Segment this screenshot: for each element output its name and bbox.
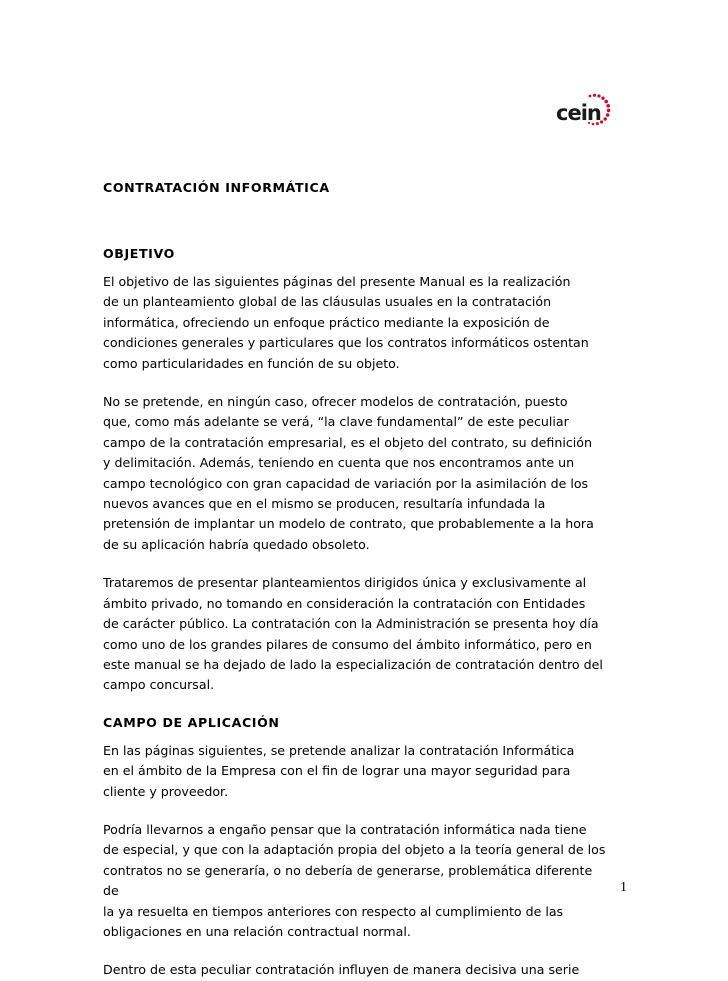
paragraph xyxy=(103,272,643,374)
text-line: de su aplicación habría quedado obsoleto. xyxy=(103,536,370,552)
document-body xyxy=(103,177,643,981)
text-line: El objetivo de las siguientes páginas del presente Manual es la realización xyxy=(103,274,571,289)
text-line: condiciones generales y particulares que los contratos informáticos ostentan xyxy=(103,335,589,351)
paragraph xyxy=(103,392,643,555)
text-line: informática, ofreciendo un enfoque práctico mediante la exposición de xyxy=(103,314,550,330)
text-line: En las páginas siguientes, se pretende analizar la contratación Informática xyxy=(103,742,575,758)
text-line: como particularidades en función de su objeto. xyxy=(103,355,400,371)
logo-text: cein xyxy=(556,101,601,125)
text-line: ámbito privado, no tomando en consideración la contratación con Entidades xyxy=(103,595,586,611)
text-line: en el ámbito de la Empresa con el fin de lograr una mayor seguridad para xyxy=(103,763,571,779)
text-line: de especial, y que con la adaptación propia del objeto a la teoría general de los xyxy=(103,842,606,858)
text-line: campo tecnológico con gran capacidad de variación por la asimilación de los xyxy=(103,475,589,491)
text-line: Dentro de esta peculiar contratación influyen de manera decisiva una serie xyxy=(103,962,580,978)
text-line: que, como más adelante se verá, “la clave fundamental” de este peculiar xyxy=(103,414,569,430)
cein-logo xyxy=(556,92,612,134)
section-heading-objetivo: OBJETIVO xyxy=(103,246,175,261)
text-line: la ya resuelta en tiempos anteriores con respecto al cumplimiento de las xyxy=(103,903,564,919)
paragraph xyxy=(103,741,643,802)
text-line: de carácter público. La contratación con la Administración se presenta hoy día xyxy=(103,616,599,632)
page-number: 1 xyxy=(620,880,627,895)
text-line: obligaciones en una relación contractual normal. xyxy=(103,923,411,939)
text-line: pretensión de implantar un modelo de contrato, que probablemente a la hora xyxy=(103,516,594,532)
paragraph xyxy=(103,960,643,980)
section-heading-campo-de-aplicacion: CAMPO DE APLICACIÓN xyxy=(103,714,280,730)
text-line: Podría llevarnos a engaño pensar que la contratación informática nada tiene xyxy=(103,821,587,837)
text-line: y delimitación. Además, teniendo en cuenta que nos encontramos ante un xyxy=(103,455,575,471)
text-line: este manual se ha dejado de lado la especialización de contratación dentro del xyxy=(103,656,603,672)
text-line: como uno de los grandes pilares de consumo del ámbito informático, pero en xyxy=(103,636,592,652)
document-title: CONTRATACIÓN INFORMÁTICA xyxy=(103,180,330,195)
paragraph xyxy=(103,573,643,695)
text-line: de un planteamiento global de las cláusulas usuales en la contratación xyxy=(103,294,552,310)
text-line: nuevos avances que en el mismo se producen, resultaría infundada la xyxy=(103,496,546,512)
text-line: Trataremos de presentar planteamientos dirigidos única y exclusivamente al xyxy=(103,575,587,591)
text-line: de xyxy=(103,883,119,899)
text-line: campo de la contratación empresarial, es el objeto del contrato, su definición xyxy=(103,434,592,450)
text-line: No se pretende, en ningún caso, ofrecer modelos de contratación, puesto xyxy=(103,394,568,410)
text-line: contratos no se generaría, o no debería de generarse, problemática diferente xyxy=(103,862,593,878)
text-line: cliente y proveedor. xyxy=(103,783,229,799)
text-line: campo concursal. xyxy=(103,677,215,693)
paragraph xyxy=(103,820,643,942)
